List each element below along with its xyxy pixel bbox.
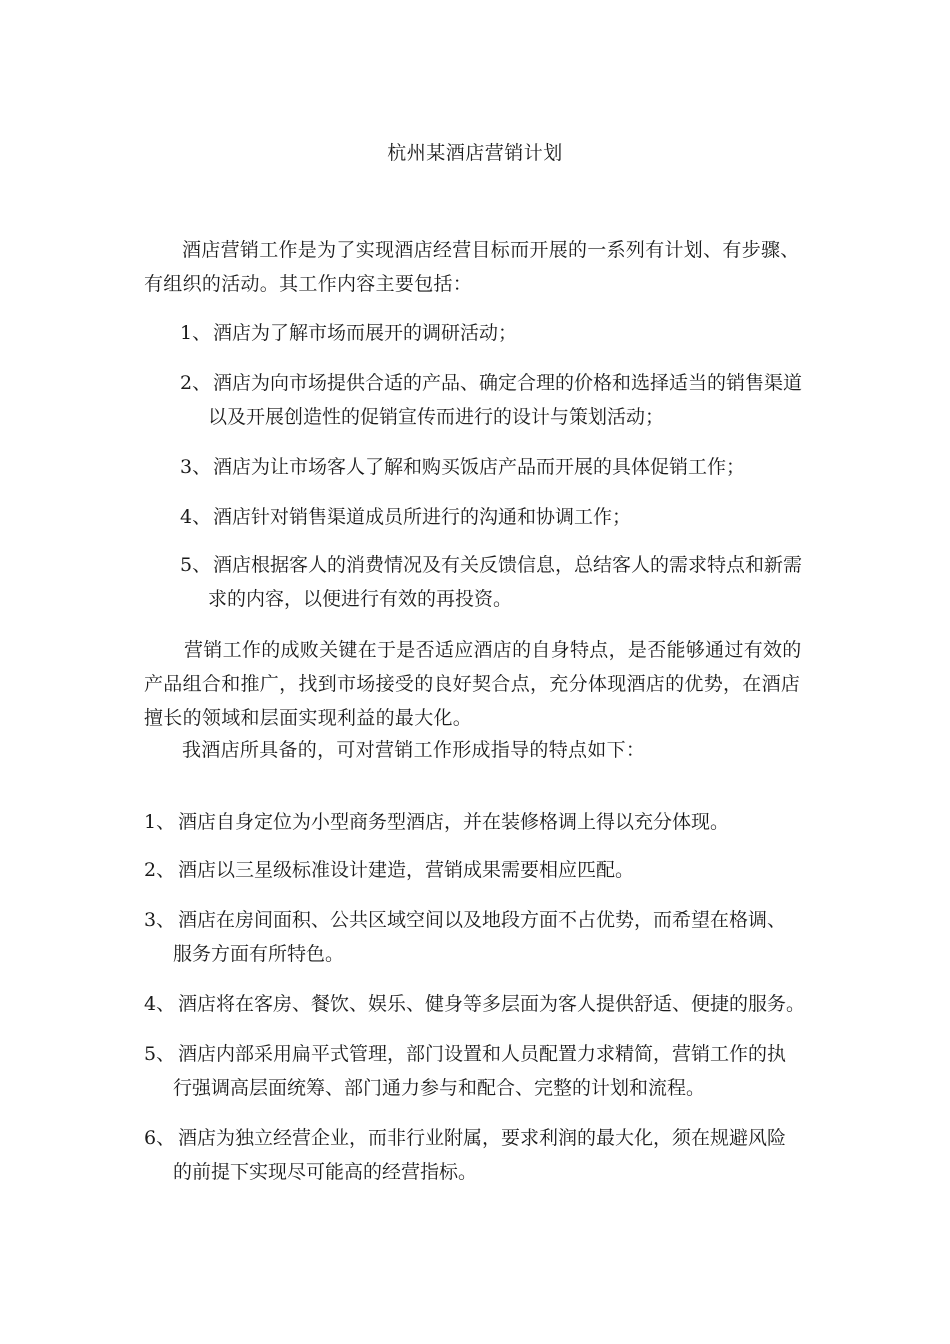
list-item-text: 酒店为向市场提供合适的产品、确定合理的价格和选择适当的销售渠道: [213, 372, 803, 394]
list-item-number: 1、: [180, 322, 212, 344]
list-item-number: 2、: [180, 372, 212, 394]
list-item-number: 1、: [144, 811, 176, 833]
features-intro: [144, 733, 812, 767]
list-item-number: 5、: [180, 554, 212, 576]
key-paragraph: [144, 633, 812, 735]
list-item-text: 酒店为了解市场而展开的调研活动；: [213, 322, 518, 344]
list-item-text: 的前提下实现尽可能高的经营指标。: [173, 1161, 478, 1183]
key-line: 营销工作的成败关键在于是否适应酒店的自身特点，是否能够通过有效的: [184, 639, 802, 661]
list-item-text: 服务方面有所特色。: [173, 943, 345, 965]
list-item-text: 酒店内部采用扁平式管理，部门设置和人员配置力求精简，营销工作的执: [178, 1043, 787, 1065]
list-item-number: 3、: [144, 909, 176, 931]
intro-line: 有组织的活动。其工作内容主要包括：: [144, 273, 473, 295]
intro-paragraph: [144, 233, 812, 301]
list-item-text: 求的内容，以便进行有效的再投资。: [208, 588, 513, 610]
list-item-text: 酒店以三星级标准设计建造，营销成果需要相应匹配。: [178, 859, 635, 881]
list-item-text: 酒店根据客人的消费情况及有关反馈信息，总结客人的需求特点和新需: [213, 554, 803, 576]
document-title: 杭州某酒店营销计划: [387, 142, 563, 164]
features-intro-line: 我酒店所具备的，可对营销工作形成指导的特点如下：: [182, 739, 646, 761]
intro-line: 酒店营销工作是为了实现酒店经营目标而开展的一系列有计划、有步骤、: [182, 239, 800, 261]
list-item-text: 酒店针对销售渠道成员所进行的沟通和协调工作；: [213, 506, 632, 528]
list-item-text: 以及开展创造性的促销宣传而进行的设计与策划活动；: [208, 406, 665, 428]
list-item-number: 3、: [180, 456, 212, 478]
list-item-number: 6、: [144, 1127, 176, 1149]
list-item-text: 酒店在房间面积、公共区域空间以及地段方面不占优势，而希望在格调、: [178, 909, 787, 931]
list-item-number: 4、: [144, 993, 176, 1015]
list-item-text: 酒店将在客房、餐饮、娱乐、健身等多层面为客人提供舒适、便捷的服务。: [178, 993, 806, 1015]
list-item-number: 5、: [144, 1043, 176, 1065]
list-item-text: 酒店自身定位为小型商务型酒店，并在装修格调上得以充分体现。: [178, 811, 730, 833]
list-item-text: 酒店为让市场客人了解和购买饭店产品而开展的具体促销工作；: [213, 456, 746, 478]
list-item-text: 行强调高层面统筹、部门通力参与和配合、完整的计划和流程。: [173, 1077, 706, 1099]
list-item-text: 酒店为独立经营企业，而非行业附属，要求利润的最大化，须在规避风险: [178, 1127, 787, 1149]
list-item-number: 4、: [180, 506, 212, 528]
key-line: 产品组合和推广，找到市场接受的良好契合点，充分体现酒店的优势，在酒店: [144, 673, 801, 695]
key-line: 擅长的领域和层面实现利益的最大化。: [144, 707, 473, 729]
list-item-number: 2、: [144, 859, 176, 881]
